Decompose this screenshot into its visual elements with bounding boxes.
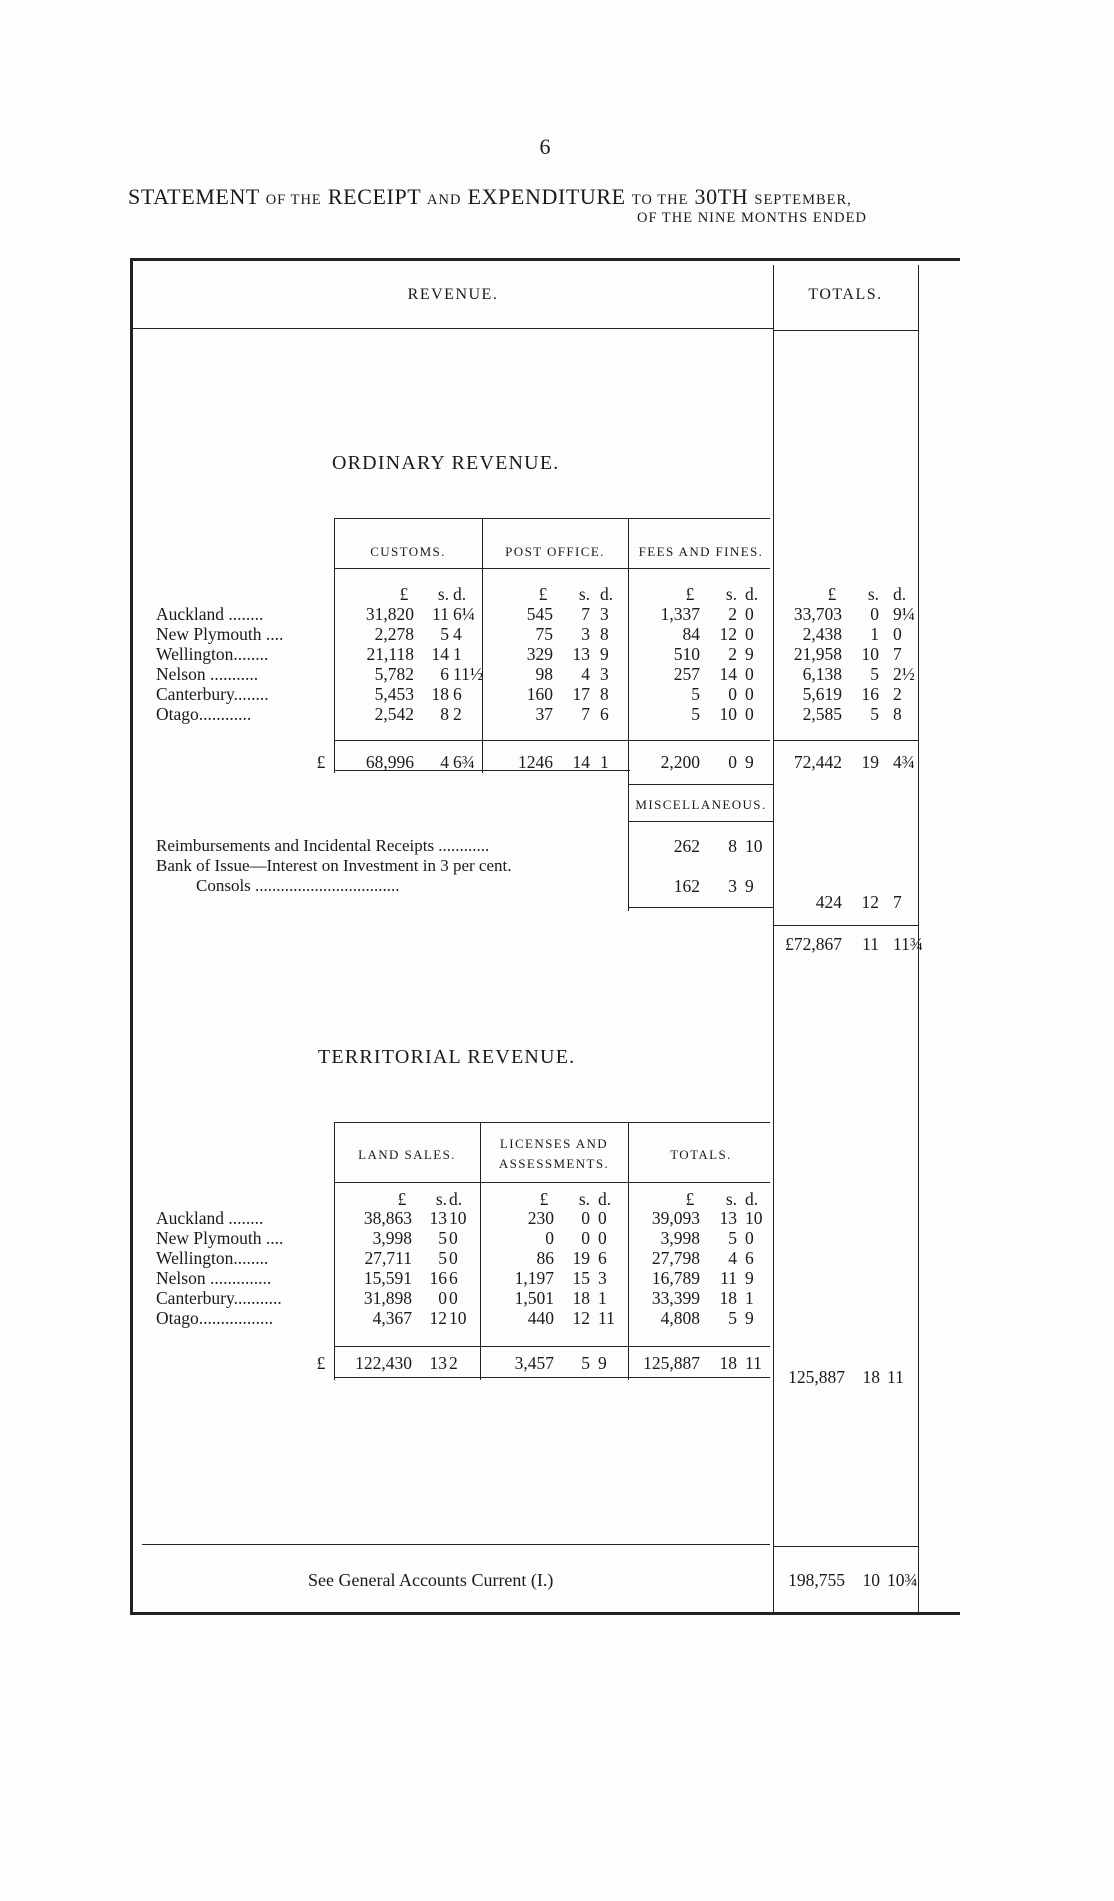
customs-value-pounds: 5,453 — [374, 684, 414, 704]
territorial-sum-rule — [334, 1346, 770, 1347]
fees-value-shillings: 0 — [728, 684, 737, 704]
land-value-shillings: 13 — [429, 1208, 447, 1228]
territorial-colhead-top — [334, 1122, 770, 1123]
misc-value-pounds: 262 — [673, 836, 700, 856]
shillings-unit: s. — [578, 1189, 590, 1209]
territorial-total-pounds: 125,887 — [788, 1367, 845, 1387]
customs-value-pence: 4 — [453, 624, 462, 644]
district-label: Canterbury........ — [156, 684, 269, 704]
fees-value-pence: 0 — [745, 704, 754, 724]
tot-value-shillings: 18 — [719, 1288, 737, 1308]
pounds-unit: £ — [538, 584, 548, 604]
customs-value-pounds: 5,782 — [374, 664, 414, 684]
lic-sum-shillings: 5 — [581, 1353, 590, 1373]
lic-value-pounds: 0 — [545, 1228, 554, 1248]
fees-sum-pence: 9 — [745, 752, 754, 772]
revenue-header: REVENUE. — [407, 286, 499, 303]
district-label: Auckland ........ — [156, 604, 264, 624]
fees-value-pence: 0 — [745, 604, 754, 624]
district-label: Otago............ — [156, 704, 252, 724]
footer-rule — [142, 1544, 770, 1545]
ordinary-sum-rule — [334, 740, 770, 741]
land-value-pounds: 27,711 — [364, 1248, 412, 1268]
shillings-unit: s. — [578, 584, 590, 604]
tot-value-shillings: 5 — [728, 1308, 737, 1328]
tot-sum-pence: 11 — [745, 1353, 762, 1373]
tot-value-pounds: 27,798 — [651, 1248, 700, 1268]
title-word: STATEMENT — [128, 184, 260, 209]
post-value-pounds: 98 — [535, 664, 553, 684]
lic-sum-pounds: 3,457 — [514, 1353, 554, 1373]
total-sum-shillings: 19 — [861, 752, 879, 772]
post-value-pounds: 75 — [535, 624, 553, 644]
grand-total-pounds: 198,755 — [788, 1570, 845, 1590]
lic-value-pounds: 1,197 — [514, 1268, 554, 1288]
total-value-shillings: 5 — [870, 704, 879, 724]
lic-value-shillings: 18 — [572, 1288, 590, 1308]
total-value-shillings: 5 — [870, 664, 879, 684]
customs-value-pounds: 21,118 — [366, 644, 414, 664]
misc-value-pence: 9 — [745, 876, 754, 896]
land-value-pounds: 15,591 — [363, 1268, 412, 1288]
post-value-pounds: 545 — [526, 604, 553, 624]
customs-value-pounds: 31,820 — [365, 604, 414, 624]
ordinary-colhead-bottom — [334, 568, 770, 569]
fees-value-pence: 0 — [745, 664, 754, 684]
lic-value-shillings: 0 — [581, 1228, 590, 1248]
fees-value-shillings: 14 — [719, 664, 737, 684]
pence-unit: d. — [600, 584, 614, 604]
customs-value-pence: 11½ — [453, 664, 483, 684]
title-word: 30TH — [694, 184, 749, 209]
fees-value-pence: 0 — [745, 624, 754, 644]
tot-value-pence: 9 — [745, 1268, 754, 1288]
tot-value-pounds: 16,789 — [651, 1268, 700, 1288]
misc-header-top — [628, 784, 774, 785]
district-label: New Plymouth .... — [156, 624, 284, 644]
total-value-pence: 7 — [893, 644, 902, 664]
licenses-header: LICENSES AND — [499, 1136, 609, 1151]
grand-total-pence: 10¾ — [887, 1570, 918, 1590]
pence-unit: d. — [449, 1189, 463, 1209]
header-rule — [133, 328, 773, 329]
sum-currency-symbol: £ — [316, 752, 326, 772]
land-sales-header: LAND SALES. — [358, 1147, 456, 1162]
land-value-shillings: 16 — [429, 1268, 447, 1288]
customs-header: CUSTOMS. — [370, 544, 446, 559]
assessments-header: ASSESSMENTS. — [498, 1156, 610, 1171]
customs-value-pounds: 2,542 — [374, 704, 414, 724]
total-value-pounds: 5,619 — [802, 684, 842, 704]
land-value-pence: 0 — [449, 1288, 458, 1308]
title-word: EXPENDITURE — [467, 184, 626, 209]
customs-value-pence: 6 — [453, 684, 462, 704]
tot-value-pounds: 33,399 — [651, 1288, 700, 1308]
shillings-unit: s. — [435, 1189, 447, 1209]
table-bottom-rule — [130, 1612, 960, 1615]
lic-value-pounds: 86 — [536, 1248, 554, 1268]
general-accounts-note: See General Accounts Current (I.) — [308, 1570, 554, 1590]
shillings-unit: s. — [725, 1189, 737, 1209]
header-rule-totals — [773, 330, 918, 331]
fees-value-pounds: 84 — [682, 624, 700, 644]
district-label: New Plymouth .... — [156, 1228, 284, 1248]
land-value-shillings: 0 — [438, 1288, 447, 1308]
misc-label: Bank of Issue—Interest on Investment in 3 per cent. — [156, 856, 512, 875]
misc-value-shillings: 8 — [728, 836, 737, 856]
totals-header: TOTALS. — [808, 286, 883, 303]
ordinary-colhead-top — [334, 518, 770, 519]
total-value-pence: 0 — [893, 624, 902, 644]
territorial-total-pence: 11 — [887, 1367, 904, 1387]
pounds-unit: £ — [397, 1189, 407, 1209]
fees-value-shillings: 10 — [719, 704, 737, 724]
post-sum-pence: 1 — [600, 752, 609, 772]
lic-value-shillings: 0 — [581, 1208, 590, 1228]
misc-header-bottom — [628, 821, 774, 822]
customs-value-shillings: 8 — [440, 704, 449, 724]
territorial-total-shillings: 18 — [862, 1367, 880, 1387]
total-value-pence: 2½ — [893, 664, 915, 684]
customs-value-shillings: 6 — [440, 664, 449, 684]
tot-value-shillings: 5 — [728, 1228, 737, 1248]
pounds-unit: £ — [539, 1189, 549, 1209]
ordinary-grand-rule — [773, 925, 918, 926]
fees-value-shillings: 2 — [728, 604, 737, 624]
pence-unit: d. — [453, 584, 467, 604]
title-word: SEPTEMBER, — [754, 192, 852, 208]
table-top-rule — [130, 258, 960, 261]
post-value-pence: 6 — [600, 704, 609, 724]
sum-currency-symbol: £ — [316, 1353, 326, 1373]
post-value-pence: 8 — [600, 624, 609, 644]
total-sum-pence: 4¾ — [893, 752, 915, 772]
customs-value-shillings: 18 — [431, 684, 449, 704]
tot-value-shillings: 11 — [720, 1268, 737, 1288]
post-value-pounds: 329 — [526, 644, 553, 664]
lic-value-shillings: 19 — [572, 1248, 590, 1268]
post-value-pounds: 160 — [526, 684, 553, 704]
total-value-pounds: 2,585 — [802, 704, 842, 724]
land-value-pounds: 38,863 — [363, 1208, 412, 1228]
misc-total-shillings: 12 — [861, 892, 879, 912]
customs-value-pence: 1 — [453, 644, 462, 664]
lic-value-pence: 1 — [598, 1288, 607, 1308]
misc-value-pence: 10 — [745, 836, 763, 856]
land-value-pence: 0 — [449, 1228, 458, 1248]
post-office-header: POST OFFICE. — [505, 544, 605, 559]
customs-sum-pence: 6¾ — [453, 752, 475, 772]
misc-label: Reimbursements and Incidental Receipts ............ — [156, 836, 490, 855]
tot-value-pence: 10 — [745, 1208, 763, 1228]
total-value-pence: 9¼ — [893, 604, 915, 624]
fees-value-pounds: 5 — [691, 704, 700, 724]
total-value-pounds: 6,138 — [802, 664, 842, 684]
tot-value-shillings: 4 — [728, 1248, 737, 1268]
territorial-totals-header: TOTALS. — [670, 1147, 732, 1162]
ordinary-revenue-heading: ORDINARY REVENUE. — [332, 452, 560, 474]
post-value-pounds: 37 — [535, 704, 553, 724]
district-label: Canterbury........... — [156, 1288, 282, 1308]
total-value-pounds: 2,438 — [802, 624, 842, 644]
post-value-shillings: 7 — [581, 704, 590, 724]
fees-value-pence: 9 — [745, 644, 754, 664]
district-label: Nelson .............. — [156, 1268, 272, 1288]
fees-value-shillings: 12 — [719, 624, 737, 644]
land-value-shillings: 5 — [438, 1228, 447, 1248]
land-value-shillings: 12 — [429, 1308, 447, 1328]
post-value-pence: 3 — [600, 664, 609, 684]
footer-rule-totals — [773, 1546, 918, 1547]
pence-unit: d. — [598, 1189, 612, 1209]
fees-value-shillings: 2 — [728, 644, 737, 664]
tot-sum-shillings: 18 — [719, 1353, 737, 1373]
total-value-shillings: 16 — [861, 684, 879, 704]
territorial-revenue-heading: TERRITORIAL REVENUE. — [318, 1046, 576, 1068]
fees-sum-shillings: 0 — [728, 752, 737, 772]
fees-value-pounds: 1,337 — [660, 604, 700, 624]
total-value-shillings: 0 — [870, 604, 879, 624]
customs-value-pence: 2 — [453, 704, 462, 724]
shillings-unit: s. — [867, 584, 879, 604]
post-value-shillings: 7 — [581, 604, 590, 624]
lic-value-shillings: 15 — [572, 1268, 590, 1288]
total-value-pounds: 33,703 — [793, 604, 842, 624]
misc-value-shillings: 3 — [728, 876, 737, 896]
pounds-unit: £ — [399, 584, 409, 604]
lic-value-pence: 3 — [598, 1268, 607, 1288]
lic-value-pence: 0 — [598, 1228, 607, 1248]
total-value-pence: 8 — [893, 704, 902, 724]
land-value-pence: 10 — [449, 1208, 467, 1228]
shillings-unit: s. — [725, 584, 737, 604]
total-value-shillings: 1 — [870, 624, 879, 644]
pounds-unit: £ — [685, 1189, 695, 1209]
post-value-pence: 3 — [600, 604, 609, 624]
customs-value-pounds: 2,278 — [374, 624, 414, 644]
fees-value-pounds: 257 — [673, 664, 700, 684]
post-value-pence: 8 — [600, 684, 609, 704]
tot-value-pounds: 4,808 — [660, 1308, 700, 1328]
total-sum-pounds: 72,442 — [793, 752, 842, 772]
land-value-pence: 10 — [449, 1308, 467, 1328]
statement-title — [128, 184, 852, 210]
lic-value-pounds: 440 — [527, 1308, 554, 1328]
title-word: TO THE — [631, 192, 689, 208]
tot-value-pence: 6 — [745, 1248, 754, 1268]
customs-sum-pounds: 68,996 — [365, 752, 414, 772]
title-word: RECEIPT — [327, 184, 421, 209]
title-word: OF THE — [265, 192, 322, 208]
fees-sum-pounds: 2,200 — [660, 752, 700, 772]
tot-value-pence: 9 — [745, 1308, 754, 1328]
pounds-unit: £ — [685, 584, 695, 604]
tot-value-shillings: 13 — [719, 1208, 737, 1228]
territorial-colhead-bottom — [334, 1182, 770, 1183]
post-value-shillings: 3 — [581, 624, 590, 644]
lic-value-pence: 11 — [598, 1308, 615, 1328]
total-value-pence: 2 — [893, 684, 902, 704]
table-left-rule — [130, 258, 133, 1614]
land-value-pence: 6 — [449, 1268, 458, 1288]
ordinary-sum-rule-totals — [773, 740, 918, 741]
land-value-pounds: 3,998 — [372, 1228, 412, 1248]
lic-value-pounds: 1,501 — [514, 1288, 554, 1308]
lic-value-shillings: 12 — [572, 1308, 590, 1328]
tot-value-pence: 1 — [745, 1288, 754, 1308]
misc-total-pounds: 424 — [815, 892, 842, 912]
customs-sum-shillings: 4 — [440, 752, 449, 772]
land-sum-pounds: 122,430 — [355, 1353, 412, 1373]
land-sum-pence: 2 — [449, 1353, 458, 1373]
land-value-pounds: 31,898 — [363, 1288, 412, 1308]
territorial-sum-underline — [334, 1377, 770, 1378]
land-value-shillings: 5 — [438, 1248, 447, 1268]
misc-total-pence: 7 — [893, 892, 902, 912]
lic-value-pounds: 230 — [527, 1208, 554, 1228]
post-value-pence: 9 — [600, 644, 609, 664]
tot-value-pounds: 3,998 — [660, 1228, 700, 1248]
grand-total-shillings: 10 — [862, 1570, 880, 1590]
misc-bottom-rule — [628, 907, 774, 908]
pence-unit: d. — [745, 584, 759, 604]
post-value-shillings: 17 — [572, 684, 590, 704]
customs-value-shillings: 14 — [431, 644, 449, 664]
district-label: Wellington........ — [156, 644, 269, 664]
fees-value-pence: 0 — [745, 684, 754, 704]
pounds-unit: £ — [827, 584, 837, 604]
land-value-pounds: 4,367 — [372, 1308, 412, 1328]
lic-value-pence: 6 — [598, 1248, 607, 1268]
shillings-unit: s. — [437, 584, 449, 604]
post-value-shillings: 13 — [572, 644, 590, 664]
page-number: 6 — [539, 134, 551, 159]
land-sum-shillings: 13 — [429, 1353, 447, 1373]
lic-value-pence: 0 — [598, 1208, 607, 1228]
fees-value-pounds: 510 — [673, 644, 700, 664]
post-sum-shillings: 14 — [572, 752, 590, 772]
tot-value-pounds: 39,093 — [651, 1208, 700, 1228]
ordinary-grand-total-pounds: £72,867 — [785, 934, 842, 954]
district-label: Wellington........ — [156, 1248, 269, 1268]
statement-subtitle: OF THE NINE MONTHS ENDED — [637, 210, 867, 226]
fees-fines-header: FEES AND FINES. — [638, 544, 764, 559]
pence-unit: d. — [893, 584, 907, 604]
misc-value-pounds: 162 — [673, 876, 700, 896]
misc-label: Consols .................................. — [196, 876, 400, 895]
pence-unit: d. — [745, 1189, 759, 1209]
district-label: Otago................. — [156, 1308, 274, 1328]
district-label: Auckland ........ — [156, 1208, 264, 1228]
land-value-pence: 0 — [449, 1248, 458, 1268]
total-value-pounds: 21,958 — [793, 644, 842, 664]
tot-sum-pounds: 125,887 — [643, 1353, 700, 1373]
district-label: Nelson ........... — [156, 664, 259, 684]
ordinary-grand-total-shillings: 11 — [862, 934, 879, 954]
lic-sum-pence: 9 — [598, 1353, 607, 1373]
ordinary-grand-total-pence: 11¾ — [893, 934, 923, 954]
fees-value-pounds: 5 — [691, 684, 700, 704]
customs-value-shillings: 5 — [440, 624, 449, 644]
post-value-shillings: 4 — [581, 664, 590, 684]
total-value-shillings: 10 — [861, 644, 879, 664]
tot-value-pence: 0 — [745, 1228, 754, 1248]
customs-value-shillings: 11 — [432, 604, 449, 624]
miscellaneous-header: MISCELLANEOUS. — [635, 797, 767, 812]
customs-value-pence: 6¼ — [453, 604, 475, 624]
title-word: AND — [427, 192, 462, 208]
post-sum-pounds: 1246 — [518, 752, 553, 772]
